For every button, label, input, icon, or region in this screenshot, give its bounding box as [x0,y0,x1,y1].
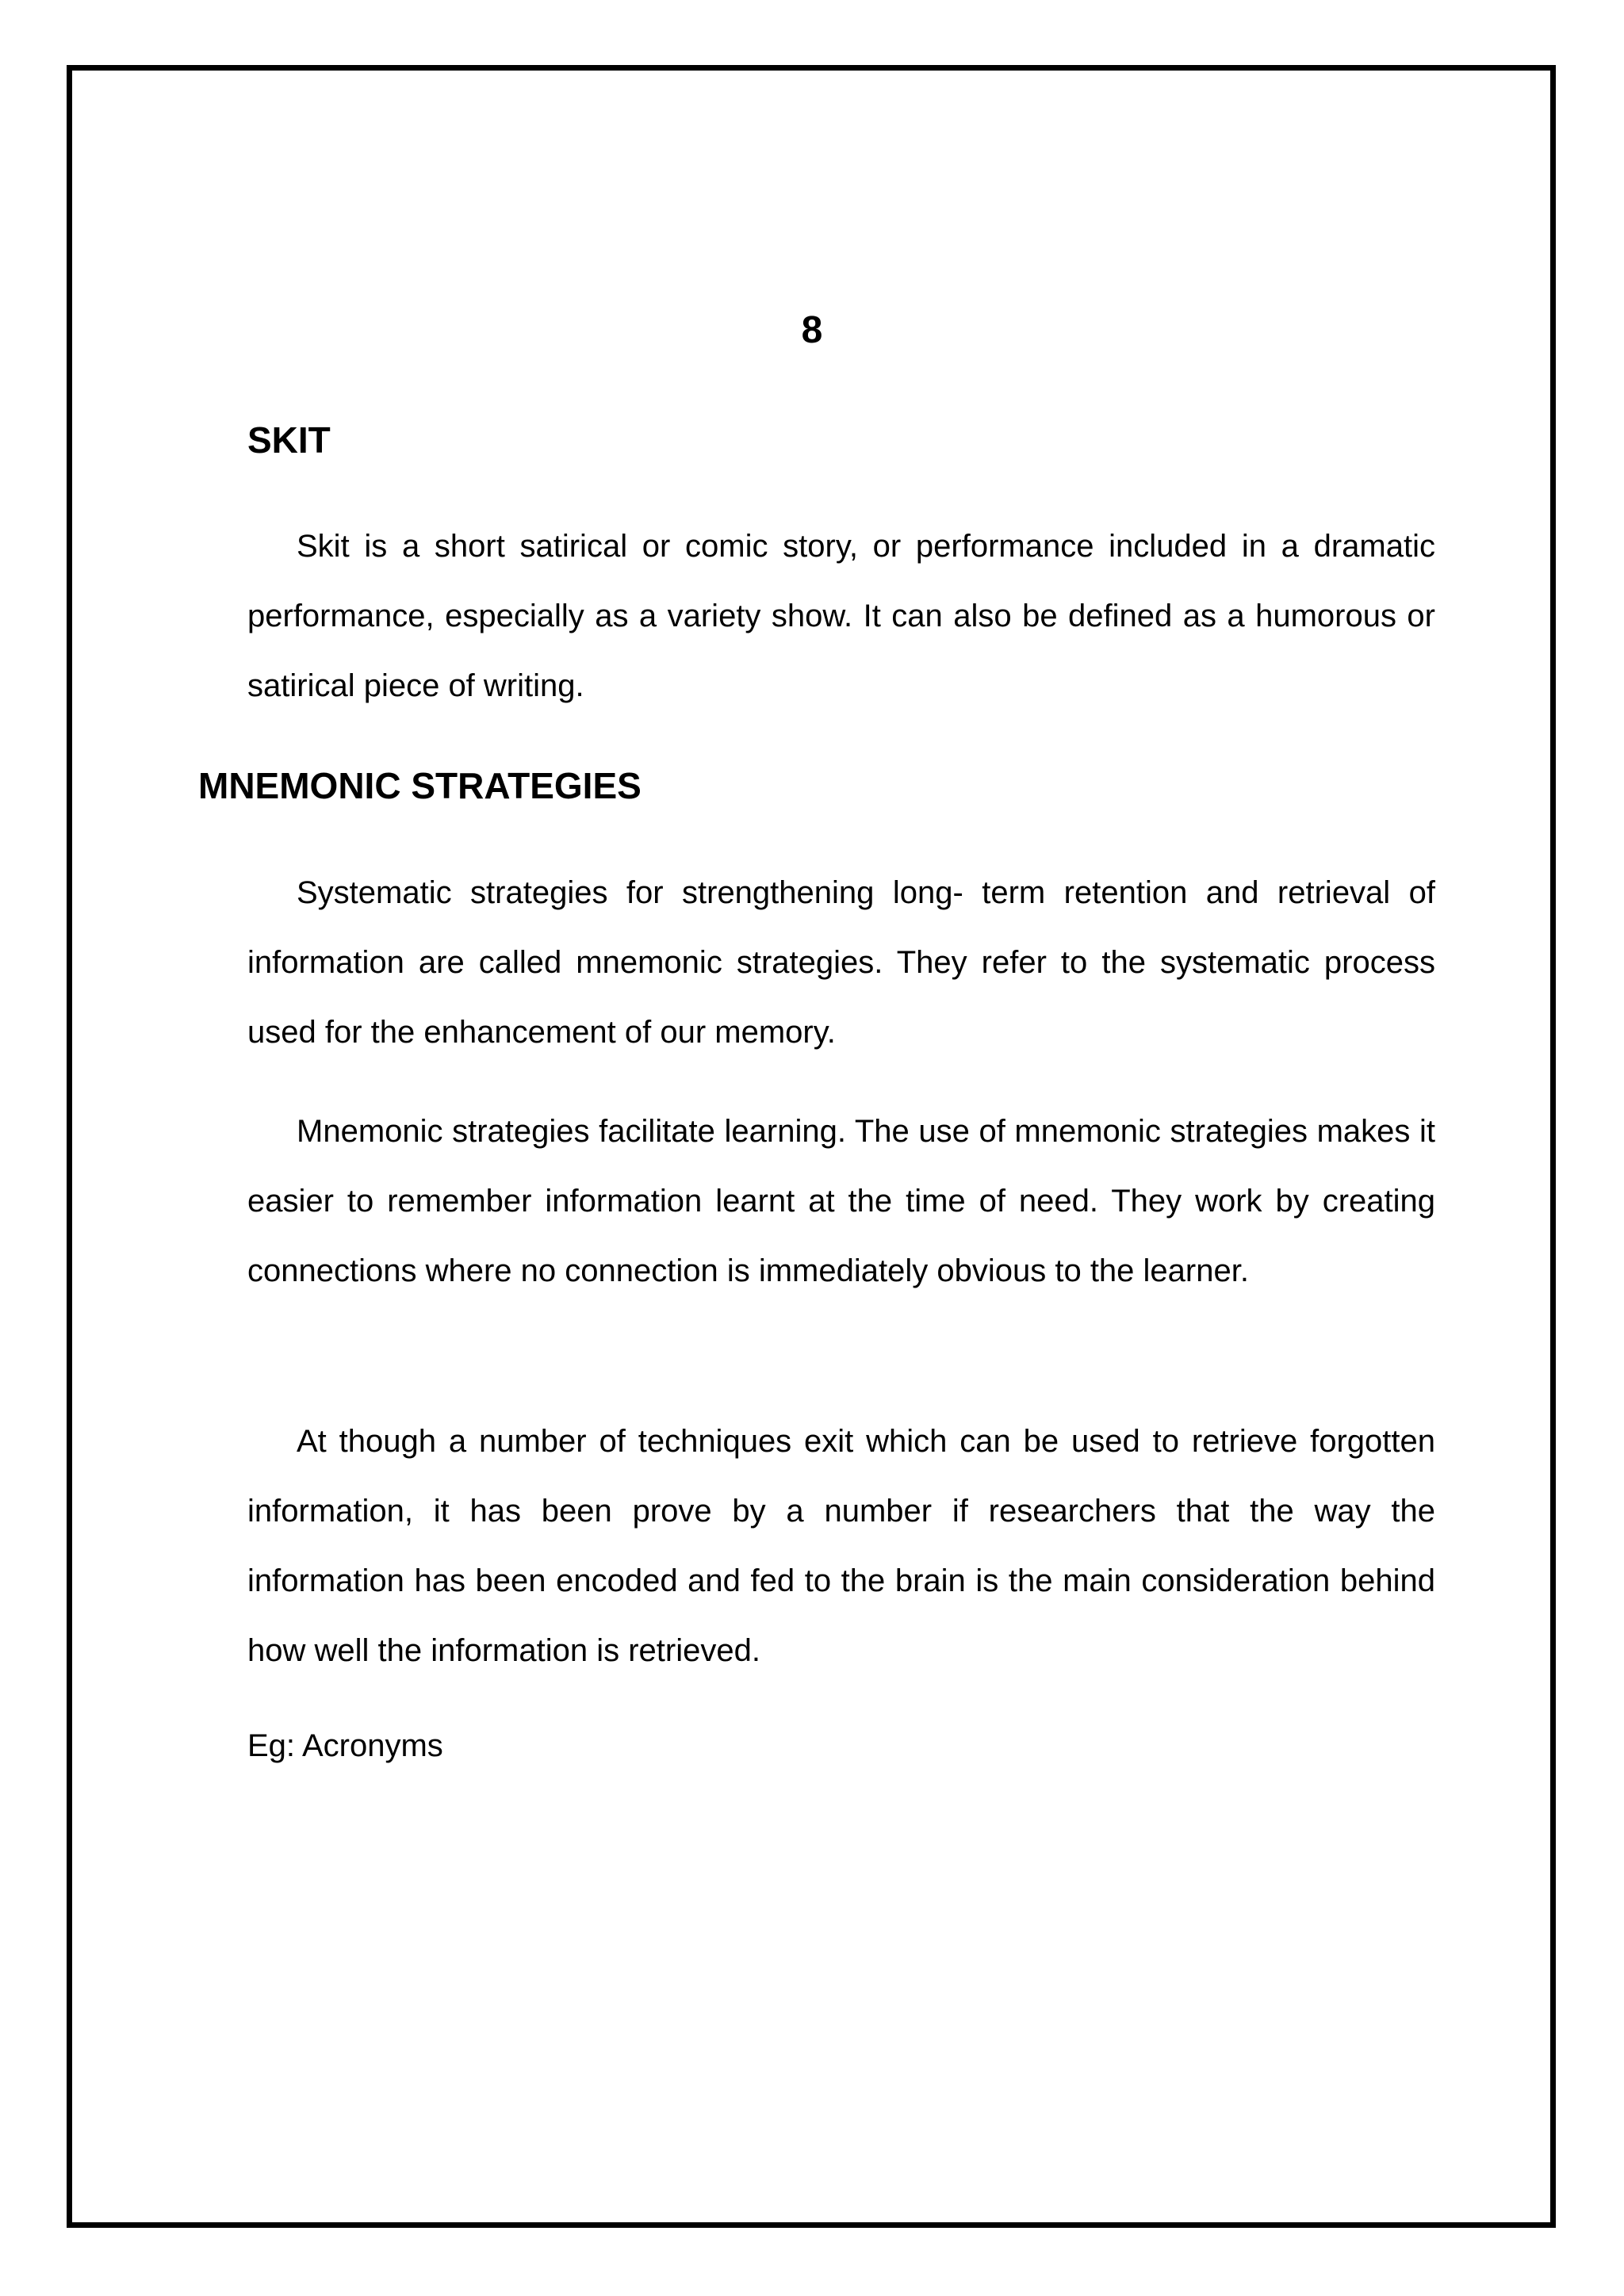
heading-mnemonic-strategies: MNEMONIC STRATEGIES [198,765,642,806]
heading-skit: SKIT [247,419,331,461]
paragraph-mnemonic-benefits: Mnemonic strategies facilitate learning. The use of mnemonic strategies makes it easier to remember information learnt at the time of need. They work by creating connections where no connection is immediately obvious to the learner. [247,1114,1435,1288]
paragraph-mnemonic-encoding: At though a number of techniques exit which can be used to retrieve forgotten information, it has been prove by a number if researchers that the way the information has been encoded and fed to the brain is the main consideration behind how well the information is retrieved. [247,1424,1435,1668]
paragraph-mnemonic-definition: Systematic strategies for strengthening long- term retention and retrieval of information are called mnemonic strategies. They refer to the systematic process used for the enhancement of our memory. [247,875,1435,1050]
paragraph-skit-definition: Skit is a short satirical or comic story, or performance included in a dramatic performance, especially as a variety show. It can also be defined as a humorous or satirical piece of writing. [247,529,1435,703]
example-line: Eg: Acronyms [247,1728,443,1763]
page-number: 8 [801,309,823,351]
